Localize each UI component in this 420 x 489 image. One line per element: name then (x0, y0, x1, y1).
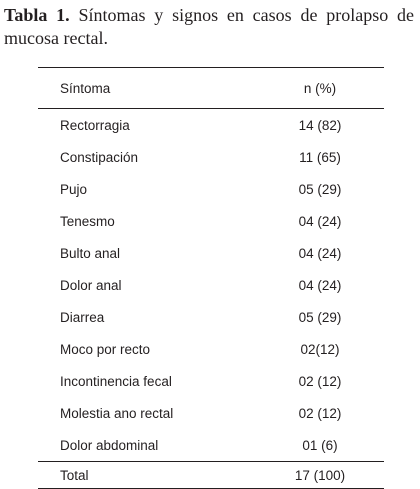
header-n-percent: n (%) (270, 68, 384, 109)
total-label: Total (38, 462, 270, 489)
symptom-cell: Molestia ano rectal (60, 405, 174, 421)
header-row (38, 68, 384, 109)
symptoms-table (38, 67, 384, 489)
symptom-cell: Dolor abdominal (60, 437, 159, 453)
symptom-cell: Tenesmo (60, 213, 115, 229)
symptom-cell: Incontinencia fecal (60, 373, 172, 389)
caption-text: Síntomas y signos en casos de prolapso de mucosa rectal. (4, 5, 414, 48)
value-cell: 05 (29) (298, 309, 342, 325)
symptom-cell: Bulto anal (60, 245, 121, 261)
table-body (38, 109, 384, 489)
table-row (38, 141, 384, 173)
symptom-cell: Constipación (60, 149, 139, 165)
table-row (38, 429, 384, 462)
table-row (38, 173, 384, 205)
symptom-cell: Diarrea (60, 309, 105, 325)
value-cell: 04 (24) (298, 277, 342, 293)
value-cell: 02(12) (300, 341, 340, 357)
table-row (38, 237, 384, 269)
table-row (38, 109, 384, 142)
value-cell: 01 (6) (302, 437, 338, 453)
value-cell: 02 (12) (298, 373, 342, 389)
value-cell: 14 (82) (298, 117, 342, 133)
value-cell: 04 (24) (298, 245, 342, 261)
value-cell: 04 (24) (298, 213, 342, 229)
symptoms-table-container (38, 67, 384, 489)
table-header (38, 68, 384, 109)
header-symptom: Síntoma (38, 68, 270, 109)
table-row (38, 301, 384, 333)
table-row (38, 269, 384, 301)
symptom-cell: Dolor anal (60, 277, 122, 293)
symptom-cell: Rectorragia (60, 117, 130, 133)
symptom-cell: Moco por recto (60, 341, 151, 357)
caption-label: Tabla 1. (4, 5, 70, 25)
table-row (38, 397, 384, 429)
symptom-cell: Pujo (60, 181, 88, 197)
table-row (38, 365, 384, 397)
table-row (38, 333, 384, 365)
table-row (38, 205, 384, 237)
value-cell: 11 (65) (299, 149, 341, 165)
total-value: 17 (100) (270, 462, 384, 489)
total-row (38, 462, 384, 489)
value-cell: 02 (12) (298, 405, 342, 421)
table-caption (4, 4, 414, 50)
value-cell: 05 (29) (298, 181, 342, 197)
